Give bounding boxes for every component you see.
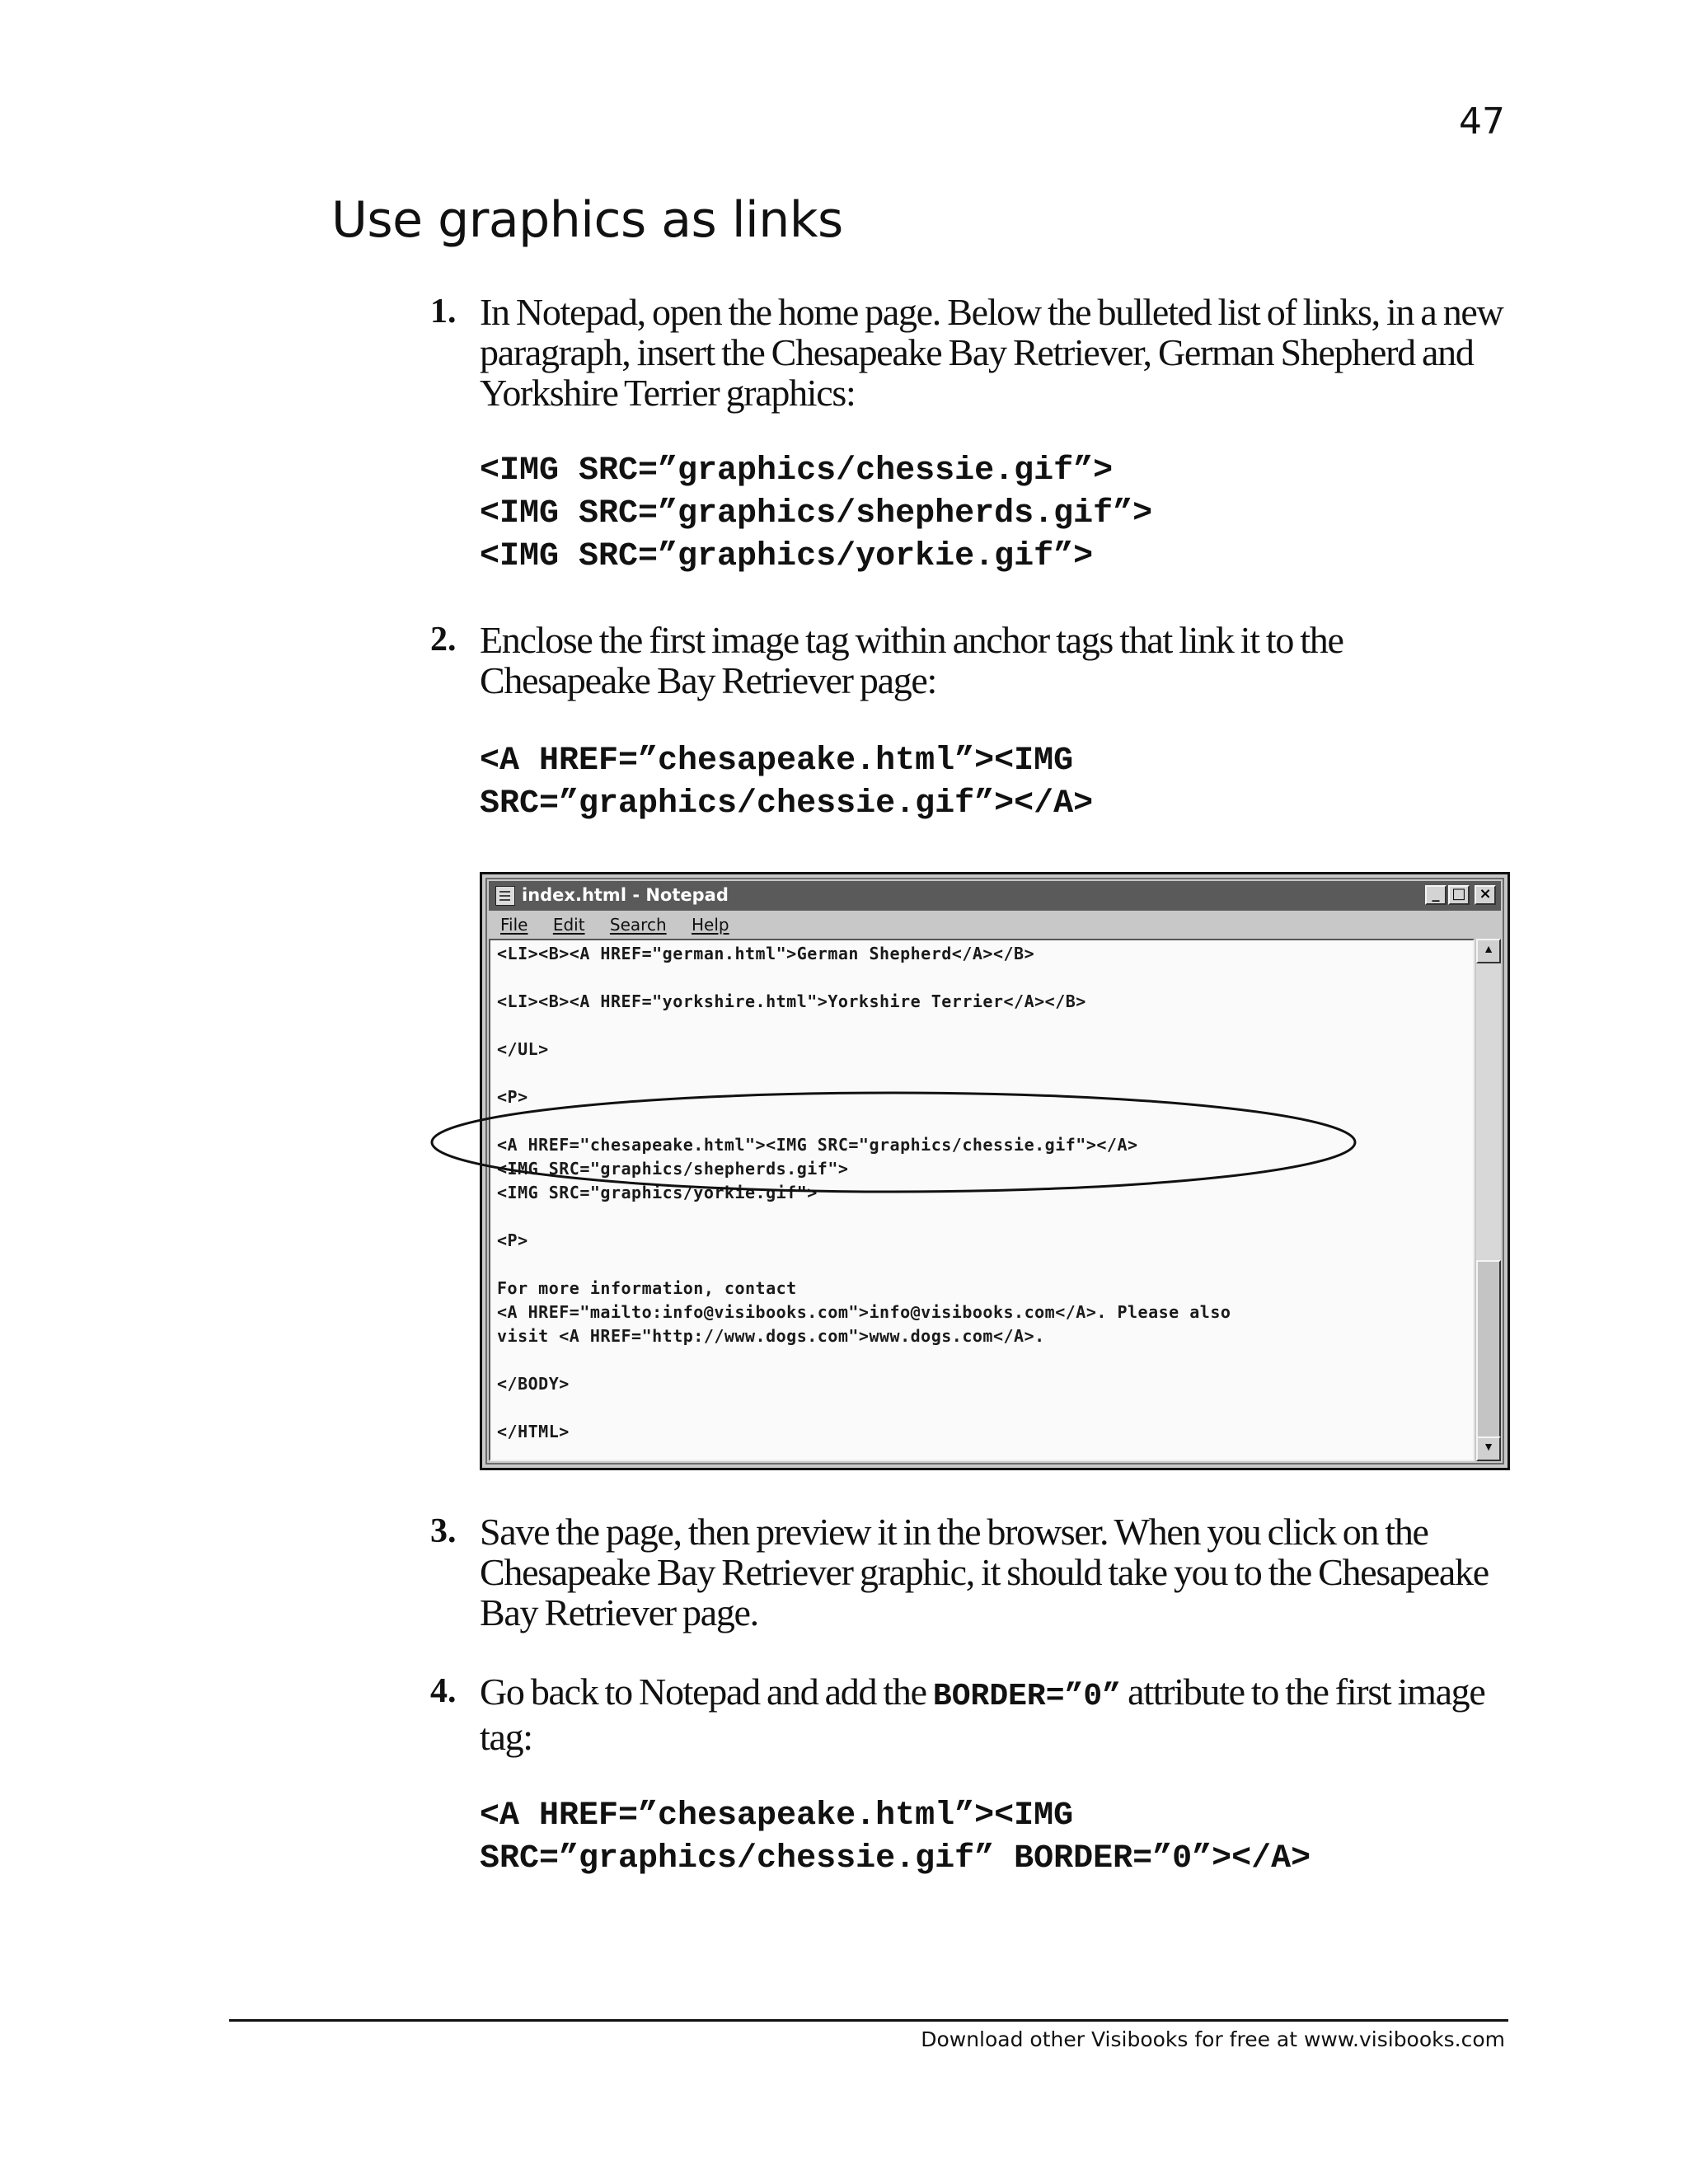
minimize-icon[interactable]: _ (1425, 885, 1447, 905)
text-line: For more information, contact (497, 1278, 797, 1298)
code-line: <A HREF=”chesapeake.html”><IMG (480, 1797, 1074, 1835)
footer-rule (229, 2019, 1508, 2022)
menu-help[interactable]: Help (692, 915, 729, 935)
code-line: <A HREF=”chesapeake.html”><IMG (480, 743, 1074, 780)
step-number: 3. (430, 1512, 457, 1550)
code-line: <IMG SRC=”graphics/chessie.gif”> (480, 452, 1114, 490)
close-icon[interactable]: × (1475, 885, 1496, 905)
step-text-after: attribute to the first image tag: (480, 1671, 1485, 1758)
notepad-titlebar[interactable] (489, 881, 1501, 911)
code-line: <IMG SRC=”graphics/shepherds.gif”> (480, 495, 1153, 532)
code-line: SRC=”graphics/chessie.gif”></A> (480, 785, 1094, 823)
text-line: <A HREF="mailto:info@visibooks.com">info@visibooks.com</A>. Please also (497, 1302, 1231, 1322)
code-line: SRC=”graphics/chessie.gif” BORDER=”0”></A> (480, 1840, 1311, 1877)
footer-text: Download other Visibooks for free at www.visibooks.com (921, 2027, 1505, 2051)
text-line: </HTML> (497, 1422, 570, 1441)
menu-file[interactable]: File (500, 915, 528, 935)
code-line: <IMG SRC=”graphics/yorkie.gif”> (480, 538, 1094, 575)
maximize-icon[interactable]: □ (1448, 885, 1470, 905)
step-number: 2. (430, 621, 457, 658)
step-text: Save the page, then preview it in the browser. When you click on the Chesapeake Bay Retriever graphic, it should take you to the Chesapeake Bay Retriever page. (480, 1511, 1489, 1633)
menu-edit[interactable]: Edit (552, 915, 585, 935)
page-number: 47 (1459, 101, 1505, 143)
text-line: <P> (497, 1230, 528, 1250)
step-number: 1. (430, 293, 457, 330)
step-text: In Notepad, open the home page. Below the bulleted list of links, in a new paragraph, insert the Chesapeake Bay Retriever, German Shepherd and Yorkshire Terrier graphics: (480, 291, 1503, 414)
scroll-down-icon[interactable]: ▼ (1476, 1436, 1501, 1461)
text-line: <LI><B><A HREF="yorkshire.html">Yorkshire Terrier</A></B> (497, 991, 1086, 1011)
text-line: </BODY> (497, 1374, 570, 1394)
highlight-ellipse (429, 1090, 1358, 1195)
inline-code: BORDER=”0” (932, 1679, 1121, 1714)
text-line: <IMG SRC="graphics/shepherds.gif"> (497, 1159, 849, 1179)
scroll-up-icon[interactable]: ▲ (1476, 939, 1501, 963)
step-number: 4. (430, 1672, 457, 1710)
text-line: <IMG SRC="graphics/yorkie.gif"> (497, 1183, 818, 1202)
notepad-text-area[interactable] (489, 939, 1475, 1461)
page-title: Use graphics as links (331, 191, 843, 249)
text-line: visit <A HREF="http://www.dogs.com">www.dogs.com</A>. (497, 1326, 1045, 1346)
step-text: Enclose the first image tag within anchor tags that link it to the Chesapeake Bay Retriever page: (480, 619, 1343, 701)
vertical-scrollbar[interactable] (1476, 939, 1501, 1461)
text-line: <A HREF="chesapeake.html"><IMG SRC="graphics/chessie.gif"></A> (497, 1135, 1138, 1155)
notepad-app-icon (495, 886, 515, 906)
text-line: </UL> (497, 1039, 549, 1059)
text-line: <P> (497, 1087, 528, 1107)
window-title: index.html - Notepad (522, 885, 729, 905)
text-line: <LI><B><A HREF="german.html">German Shepherd</A></B> (497, 944, 1035, 963)
step-text (480, 1671, 1510, 1757)
notepad-menubar (489, 912, 1501, 937)
menu-search[interactable]: Search (609, 915, 667, 935)
scrollbar-thumb[interactable] (1476, 1260, 1501, 1458)
step-text-before: Go back to Notepad and add the (480, 1671, 933, 1713)
